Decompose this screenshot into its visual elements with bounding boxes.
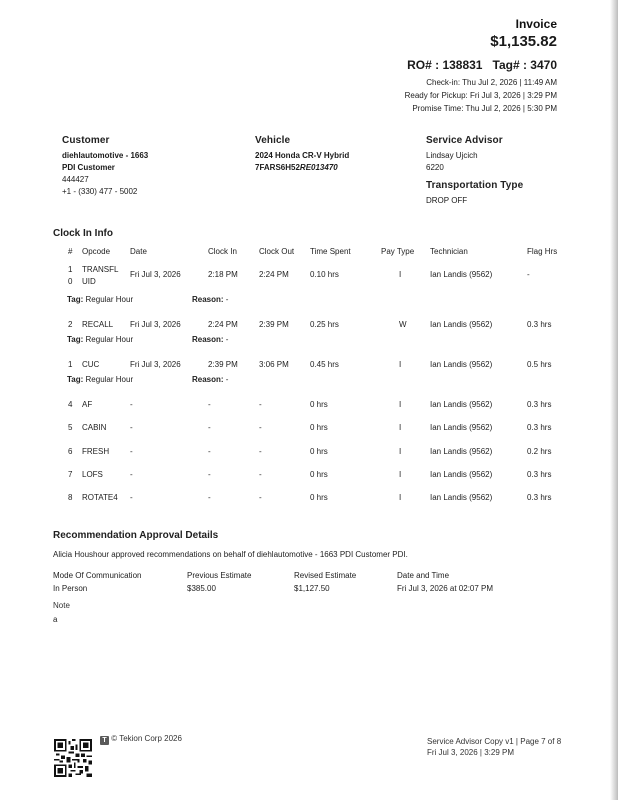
customer-heading: Customer	[62, 135, 110, 146]
ro-label: RO# :	[407, 58, 440, 72]
tag-field-label: Tag:	[67, 335, 84, 344]
row-clock-in: 2:18 PM	[208, 270, 238, 279]
datetime-value: Fri Jul 3, 2026 at 02:07 PM	[397, 584, 494, 593]
row-time-spent: 0 hrs	[310, 493, 328, 502]
ro-number: 138831	[442, 58, 483, 72]
previous-estimate-column	[187, 569, 251, 595]
row-flag-hrs: 0.5 hrs	[527, 360, 552, 369]
row-clock-out: 2:24 PM	[259, 270, 289, 279]
tag-field	[67, 295, 133, 304]
vehicle-heading: Vehicle	[255, 135, 291, 146]
row-date: Fri Jul 3, 2026	[130, 360, 181, 369]
row-opcode: CUC	[82, 360, 100, 369]
promise-time: Promise Time: Thu Jul 2, 2026 | 5:30 PM	[412, 104, 557, 113]
qr-code	[54, 739, 92, 777]
row-number: 4	[68, 400, 73, 409]
row-date: Fri Jul 3, 2026	[130, 320, 181, 329]
row-time-spent: 0.25 hrs	[310, 320, 339, 329]
row-technician: Ian Landis (9562)	[430, 270, 493, 279]
table-row	[53, 442, 563, 460]
advisor-block	[426, 135, 523, 207]
row-clock-out: -	[259, 470, 262, 479]
mode-value: In Person	[53, 584, 88, 593]
row-pay-type: I	[399, 493, 402, 502]
row-time-spent: 0 hrs	[310, 447, 328, 456]
table-row	[53, 465, 563, 483]
copy-info: Service Advisor Copy v1 | Page 7 of 8	[427, 737, 562, 746]
row-clock-out: 3:06 PM	[259, 360, 289, 369]
row-clock-in: -	[208, 423, 211, 432]
row-technician: Ian Landis (9562)	[430, 447, 493, 456]
row-date: -	[130, 400, 133, 409]
col-header-num: #	[68, 247, 73, 256]
row-date: -	[130, 447, 133, 456]
row-number: 2	[68, 320, 73, 329]
reason-field	[192, 295, 228, 304]
col-header-opcode: Opcode	[82, 247, 111, 256]
invoice-amount: $1,135.82	[490, 33, 557, 50]
revised-estimate-label: Revised Estimate	[294, 571, 357, 580]
col-header-clock-in: Clock In	[208, 247, 237, 256]
transport-heading: Transportation Type	[426, 180, 524, 191]
row-number: 7	[68, 470, 73, 479]
row-opcode: FRESH	[82, 447, 110, 456]
row-pay-type: I	[399, 360, 402, 369]
tag-field	[67, 375, 133, 384]
revised-estimate-value: $1,127.50	[294, 584, 330, 593]
ready-pickup-time: Ready for Pickup: Fri Jul 3, 2026 | 3:29 PM	[404, 91, 557, 100]
previous-estimate-label: Previous Estimate	[187, 571, 252, 580]
row-clock-in: 2:39 PM	[208, 360, 238, 369]
invoice-header	[490, 17, 557, 50]
row-clock-in: -	[208, 400, 211, 409]
row-number: 8	[68, 493, 73, 502]
row-clock-in: -	[208, 447, 211, 456]
table-row	[53, 488, 563, 506]
advisor-heading: Service Advisor	[426, 135, 503, 146]
row-flag-hrs: 0.3 hrs	[527, 493, 552, 502]
row-pay-type: I	[399, 423, 402, 432]
row-clock-in: -	[208, 470, 211, 479]
reason-field-label: Reason:	[192, 335, 224, 344]
customer-name-line1: diehlautomotive - 1663	[62, 151, 149, 160]
row-date: -	[130, 493, 133, 502]
row-clock-out: -	[259, 447, 262, 456]
row-clock-out: -	[259, 493, 262, 502]
tag-field-value: Regular Hour	[85, 375, 134, 384]
table-row	[53, 265, 563, 286]
row-pay-type: W	[399, 320, 407, 329]
footer-copyright	[100, 734, 182, 745]
row-flag-hrs: 0.3 hrs	[527, 470, 552, 479]
tag-field-value: Regular Hour	[85, 335, 134, 344]
row-opcode: RECALL	[82, 320, 114, 329]
advisor-number: 6220	[426, 163, 444, 172]
col-header-clock-out: Clock Out	[259, 247, 295, 256]
reason-field	[192, 375, 228, 384]
row-flag-hrs: 0.3 hrs	[527, 423, 552, 432]
col-header-flag-hrs: Flag Hrs	[527, 247, 558, 256]
row-clock-out: 2:39 PM	[259, 320, 289, 329]
row-flag-hrs: 0.2 hrs	[527, 447, 552, 456]
row-date: Fri Jul 3, 2026	[130, 270, 181, 279]
vin-prefix: 7FARS6H52	[255, 163, 300, 172]
row-date: -	[130, 423, 133, 432]
row-flag-hrs: -	[527, 270, 530, 279]
tag-number: 3470	[530, 58, 557, 72]
note-label: Note	[53, 601, 70, 610]
copyright-text: © Tekion Corp 2026	[111, 734, 182, 743]
tag-field-label: Tag:	[67, 375, 84, 384]
row-number: 5	[68, 423, 73, 432]
table-row	[53, 315, 563, 333]
row-number: 1	[68, 360, 73, 369]
row-number: 1 0	[68, 265, 73, 286]
row-time-spent: 0.45 hrs	[310, 360, 339, 369]
col-header-pay-type: Pay Type	[381, 247, 415, 256]
customer-id: 444427	[62, 175, 89, 184]
tag-field-label: Tag:	[67, 295, 84, 304]
ro-tag-line	[407, 58, 557, 72]
customer-block	[62, 135, 148, 198]
col-header-date: Date	[130, 247, 147, 256]
row-technician: Ian Landis (9562)	[430, 423, 493, 432]
tag-field-value: Regular Hour	[85, 295, 134, 304]
row-date: -	[130, 470, 133, 479]
row-flag-hrs: 0.3 hrs	[527, 320, 552, 329]
row-technician: Ian Landis (9562)	[430, 320, 493, 329]
row-time-spent: 0.10 hrs	[310, 270, 339, 279]
footer-date: Fri Jul 3, 2026 | 3:29 PM	[427, 748, 515, 757]
scan-edge-shadow	[610, 0, 618, 800]
vehicle-name: 2024 Honda CR-V Hybrid	[255, 151, 350, 160]
row-opcode: TRANSFL UID	[82, 265, 119, 286]
row-opcode: ROTATE4	[82, 493, 118, 502]
col-header-time-spent: Time Spent	[310, 247, 351, 256]
invoice-title: Invoice	[515, 17, 557, 31]
table-row	[53, 355, 563, 373]
reason-field-label: Reason:	[192, 295, 224, 304]
note-value: a	[53, 615, 58, 624]
row-clock-in: 2:24 PM	[208, 320, 238, 329]
row-opcode: AF	[82, 400, 93, 409]
row-clock-out: -	[259, 423, 262, 432]
row-clock-out: -	[259, 400, 262, 409]
row-opcode: LOFS	[82, 470, 103, 479]
row-opcode: CABIN	[82, 423, 107, 432]
table-row	[53, 395, 563, 413]
row-time-spent: 0 hrs	[310, 423, 328, 432]
previous-estimate-value: $385.00	[187, 584, 216, 593]
row-time-spent: 0 hrs	[310, 470, 328, 479]
footer-info	[427, 736, 561, 758]
reason-field	[192, 335, 228, 344]
reason-field-value: -	[225, 375, 229, 384]
row-technician: Ian Landis (9562)	[430, 400, 493, 409]
row-technician: Ian Landis (9562)	[430, 360, 493, 369]
transport-value: DROP OFF	[426, 196, 468, 205]
reason-field-label: Reason:	[192, 375, 224, 384]
clock-in-title: Clock In Info	[53, 228, 113, 239]
mode-column	[53, 569, 141, 595]
customer-name-line2: PDI Customer	[62, 163, 115, 172]
revised-estimate-column	[294, 569, 356, 595]
row-pay-type: I	[399, 270, 402, 279]
recommendation-text: Alicia Houshour approved recommendations on behalf of diehlautomotive - 1663 PDI Customer PDI.	[53, 550, 408, 559]
vin-suffix: RE013470	[299, 163, 338, 172]
row-pay-type: I	[399, 400, 402, 409]
row-technician: Ian Landis (9562)	[430, 470, 493, 479]
tag-field	[67, 335, 133, 344]
row-pay-type: I	[399, 447, 402, 456]
customer-phone: +1 - (330) 477 - 5002	[62, 187, 138, 196]
mode-label: Mode Of Communication	[53, 571, 142, 580]
datetime-column	[397, 569, 493, 595]
tekion-logo-icon: T	[100, 736, 109, 745]
row-time-spent: 0 hrs	[310, 400, 328, 409]
row-technician: Ian Landis (9562)	[430, 493, 493, 502]
row-clock-in: -	[208, 493, 211, 502]
vehicle-block	[255, 135, 349, 174]
row-pay-type: I	[399, 470, 402, 479]
table-row	[53, 418, 563, 436]
tag-label: Tag# :	[492, 58, 527, 72]
vehicle-vin	[255, 162, 349, 174]
reason-field-value: -	[225, 295, 229, 304]
checkin-time: Check-in: Thu Jul 2, 2026 | 11:49 AM	[426, 78, 557, 87]
datetime-label: Date and Time	[397, 571, 450, 580]
row-flag-hrs: 0.3 hrs	[527, 400, 552, 409]
col-header-technician: Technician	[430, 247, 468, 256]
row-number: 6	[68, 447, 73, 456]
reason-field-value: -	[225, 335, 229, 344]
invoice-dates	[405, 76, 557, 115]
recommendation-title: Recommendation Approval Details	[53, 530, 219, 541]
advisor-name: Lindsay Ujcich	[426, 151, 478, 160]
